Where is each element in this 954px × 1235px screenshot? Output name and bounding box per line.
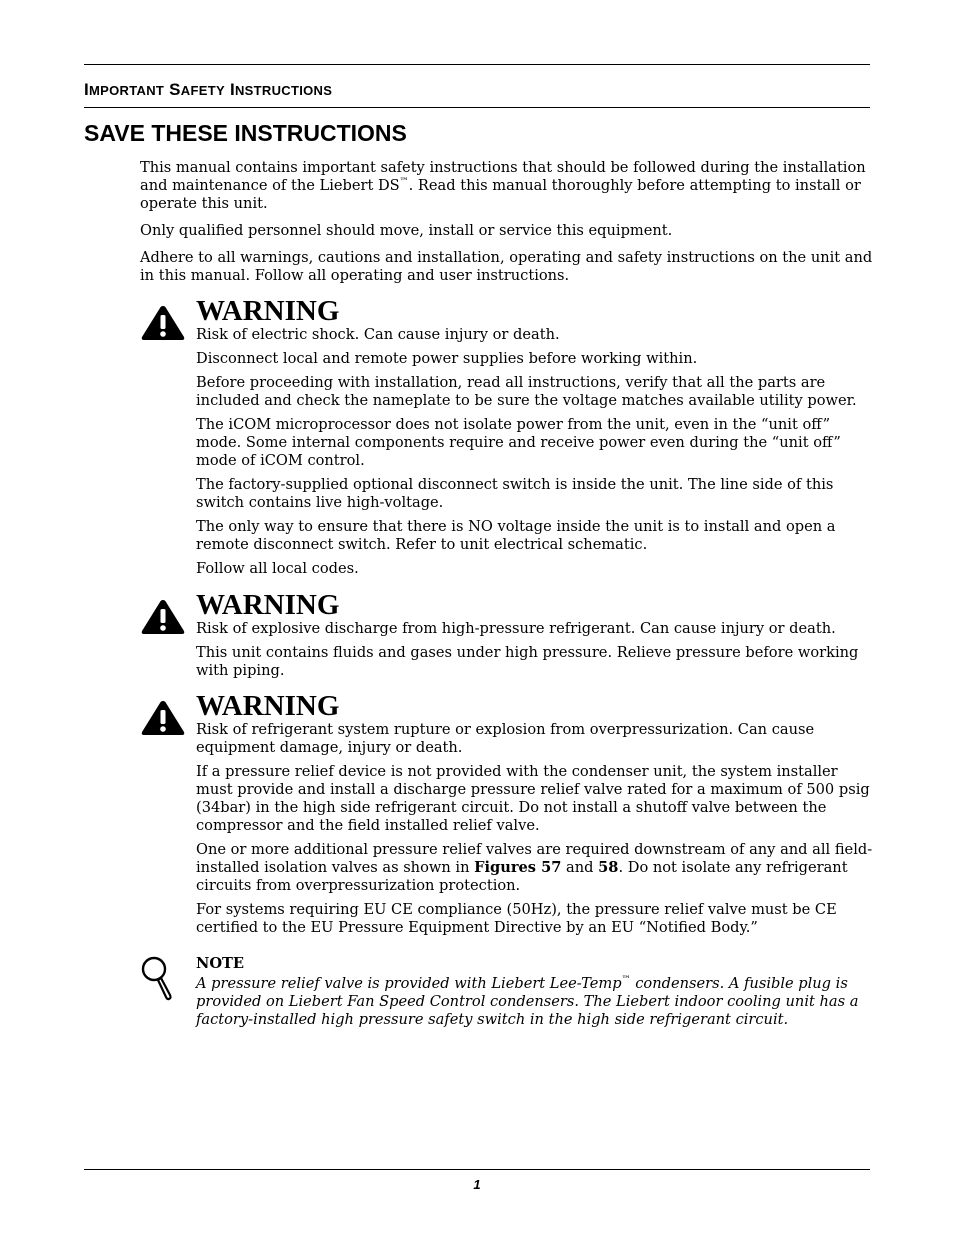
warning-1-line: The iCOM microprocessor does not isolate power from the unit, even in the “unit off” mode. Some internal components require and receive power even during the “unit off” mode of iCOM control. — [196, 416, 841, 469]
warning-1-line: Before proceeding with installation, read all instructions, verify that all the parts are included and check the nameplate to be sure the voltage matches available utility power. — [196, 374, 857, 409]
warning-1-line: Risk of electric shock. Can cause injury or death. — [196, 326, 560, 343]
warning-3-figures-line — [196, 841, 875, 895]
note-text-a: A pressure relief valve is provided with Liebert Lee-Temp — [196, 975, 622, 992]
note-label: NOTE — [196, 955, 245, 972]
intro-p1-text-a: This manual contains important safety instructions that should be followed during the installation and maintenance of the Liebert DS — [140, 159, 866, 194]
warning-heading-1: WARNING — [196, 295, 340, 327]
title-initial-1: I — [84, 80, 90, 99]
warning-triangle-icon — [140, 699, 186, 737]
warning-2-line: This unit contains fluids and gases under high pressure. Relieve pressure before working with piping. — [196, 644, 859, 679]
intro-p1-text-b: . Read this manual thoroughly before attempting to install or operate this unit. — [140, 177, 861, 212]
trademark-mark: ™ — [399, 177, 409, 188]
note-text — [196, 975, 875, 1029]
intro-section — [140, 159, 875, 294]
note-text-b: condensers. A fusible plug is provided on Liebert Fan Speed Control condensers. The Liebert indoor cooling unit has a factory-installed high pressure safety switch in the high side refrigerant circuit. — [196, 975, 859, 1028]
intro-paragraph-1 — [140, 159, 875, 213]
figure-reference-57: Figures 57 — [474, 859, 562, 876]
trademark-mark: ™ — [621, 975, 631, 986]
warning-1-line: The factory-supplied optional disconnect switch is inside the unit. The line side of this switch contains live high-voltage. — [196, 476, 834, 511]
warning-1-line: Follow all local codes. — [196, 560, 359, 577]
warning-block-electric — [140, 296, 875, 584]
title-rest-2: AFETY — [180, 83, 225, 98]
save-instructions-heading: SAVE THESE INSTRUCTIONS — [84, 120, 407, 146]
warning-heading-2: WARNING — [196, 589, 340, 621]
warning-1-line: Disconnect local and remote power supplies before working within. — [196, 350, 698, 367]
title-rest-1: MPORTANT — [89, 83, 165, 98]
note-block — [140, 955, 875, 1029]
figures-text-a: One or more additional pressure relief valves are required downstream of any and all field-installed isolation valves as shown in — [196, 841, 873, 876]
top-rule — [84, 64, 870, 65]
section-title — [84, 80, 332, 100]
page-number: 1 — [473, 1177, 481, 1192]
warning-3-line: Risk of refrigerant system rupture or explosion from overpressurization. Can cause equipment damage, injury or death. — [196, 721, 815, 756]
title-initial-3: I — [229, 80, 235, 99]
magnifier-icon — [140, 955, 176, 1001]
figures-text-mid: and — [561, 859, 599, 876]
warning-block-rupture — [140, 691, 875, 943]
warning-triangle-icon — [140, 304, 186, 342]
warning-3-line: For systems requiring EU CE compliance (50Hz), the pressure relief valve must be CE certified to the EU Pressure Equipment Directive by an EU “Notified Body.” — [196, 901, 837, 936]
title-underline — [84, 107, 870, 108]
intro-paragraph-3: Adhere to all warnings, cautions and installation, operating and safety instructions on the unit and in this manual. Follow all operating and user instructions. — [140, 249, 873, 284]
warning-2-line: Risk of explosive discharge from high-pressure refrigerant. Can cause injury or death. — [196, 620, 836, 637]
figure-reference-58: 58 — [598, 859, 619, 876]
warning-3-line: If a pressure relief device is not provided with the condenser unit, the system installer must provide and install a discharge pressure relief valve rated for a maximum of 500 psig (34bar) in the high side refrigerant circuit. Do not install a shutoff valve between the compressor and the field installed relief valve. — [196, 763, 870, 834]
warning-2-lines — [196, 620, 875, 680]
figures-text-b: . Do not isolate any refrigerant circuits from overpressurization protection. — [196, 859, 848, 894]
warning-block-explosive — [140, 590, 875, 686]
warning-3-lines — [196, 721, 875, 937]
intro-paragraph-2: Only qualified personnel should move, install or service this equipment. — [140, 222, 673, 239]
footer-rule — [84, 1169, 870, 1170]
warning-1-lines — [196, 326, 875, 578]
warning-triangle-icon — [140, 598, 186, 636]
title-initial-2: S — [169, 80, 181, 99]
warning-heading-3: WARNING — [196, 690, 340, 722]
warning-1-line: The only way to ensure that there is NO voltage inside the unit is to install and open a remote disconnect switch. Refer to unit electrical schematic. — [196, 518, 836, 553]
title-rest-3: NSTRUCTIONS — [234, 83, 333, 98]
